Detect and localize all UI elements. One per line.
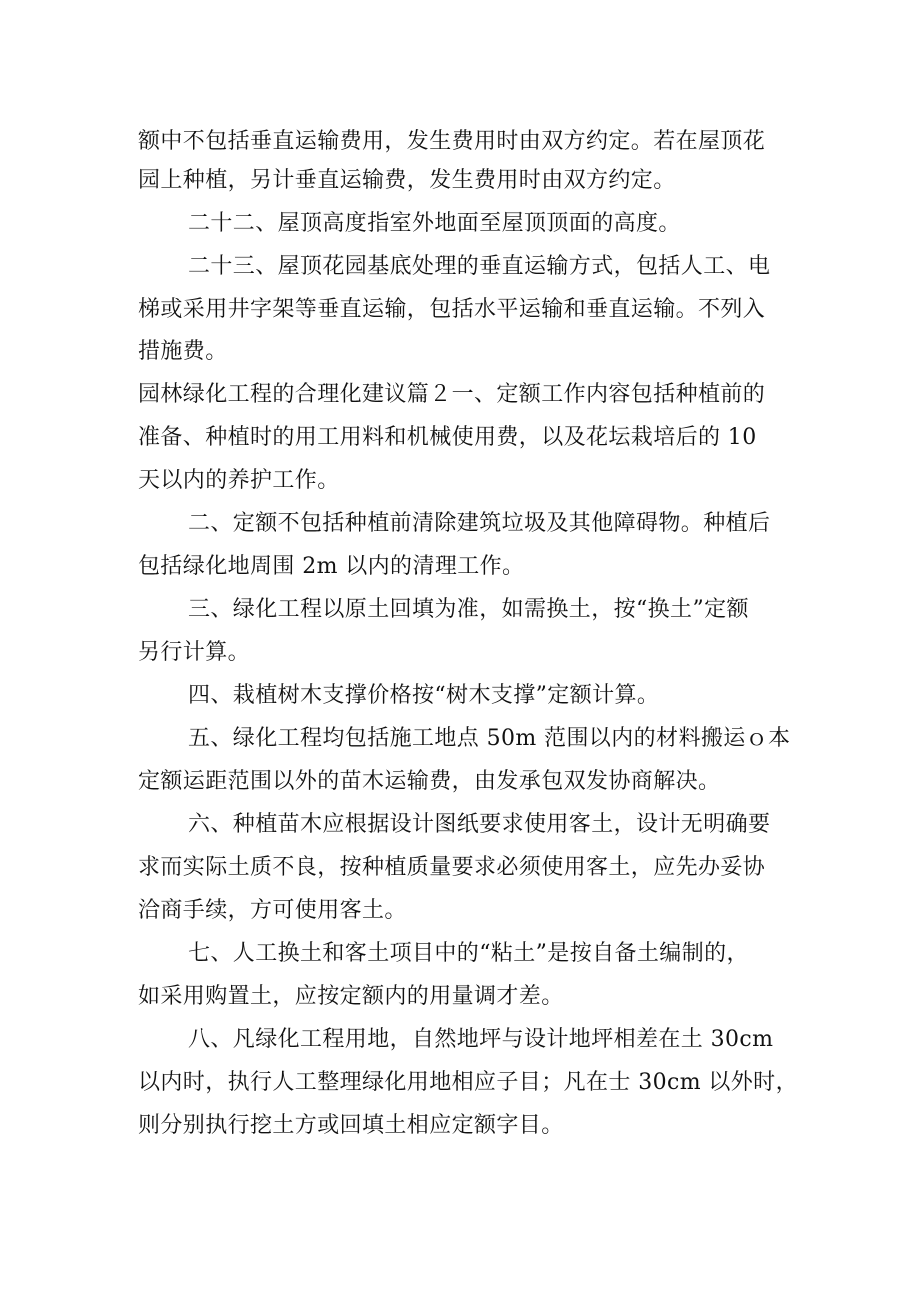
text-line: 如采用购置土，应按定额内的用量调才差。 — [138, 984, 564, 1009]
text-line: 额中不包括垂直运输费用，发生费用时由双方约定。若在屋顶花 — [138, 129, 766, 154]
text-line: 七、人工换土和客土项目中的“粘土”是按自备土编制的， — [188, 941, 749, 966]
text-line: 二十三、屋顶花园基底处理的垂直运输方式，包括人工、电 — [188, 254, 771, 279]
text-line: 二、定额不包括种植前清除建筑垃圾及其他障碍物。种植后 — [188, 511, 771, 536]
text-line: 以内时，执行人工整理绿化用地相应子目；凡在士 30cm 以外时， — [138, 1070, 798, 1095]
text-line: 措施费。 — [138, 339, 228, 364]
text-line: 二十二、屋顶高度指室外地面至屋顶顶面的高度。 — [188, 211, 681, 236]
text-line: 则分别执行挖土方或回填土相应定额字目。 — [138, 1113, 564, 1138]
text-line: 五、绿化工程均包括施工地点 50m 范围以内的材料搬运ｏ本 — [188, 726, 791, 751]
text-line: 八、凡绿化工程用地，自然地坪与设计地坪相差在土 30cm — [188, 1027, 774, 1052]
text-line: 另行计算。 — [138, 640, 251, 665]
text-line: 包括绿化地周围 2m 以内的清理工作。 — [138, 554, 525, 579]
text-line: 洽商手续，方可使用客土。 — [138, 898, 407, 923]
text-line: 园上种植，另计垂直运输费，发生费用时由双方约定。 — [138, 168, 676, 193]
text-line: 六、种植苗木应根据设计图纸要求使用客土，设计无明确要 — [188, 812, 771, 837]
text-line: 三、绿化工程以原土回填为准，如需换土，按“换土”定额 — [188, 597, 749, 622]
text-line: 求而实际土质不良，按种植质量要求必须使用客土，应先办妥协 — [138, 855, 766, 880]
text-line: 四、栽植树木支撑价格按“树木支撑”定额计算。 — [188, 683, 660, 708]
text-line: 准备、种植时的用工用料和机械使用费，以及花坛栽培后的 10 — [138, 425, 757, 450]
text-line: 定额运距范围以外的苗木运输费，由发承包双发协商解决。 — [138, 769, 721, 794]
text-line: 天以内的养护工作。 — [138, 468, 340, 493]
text-line: 园林绿化工程的合理化建议篇２一、定额工作内容包括种植前的 — [138, 382, 766, 407]
text-line: 梯或采用井字架等垂直运输，包括水平运输和垂直运输。不列入 — [138, 297, 766, 322]
